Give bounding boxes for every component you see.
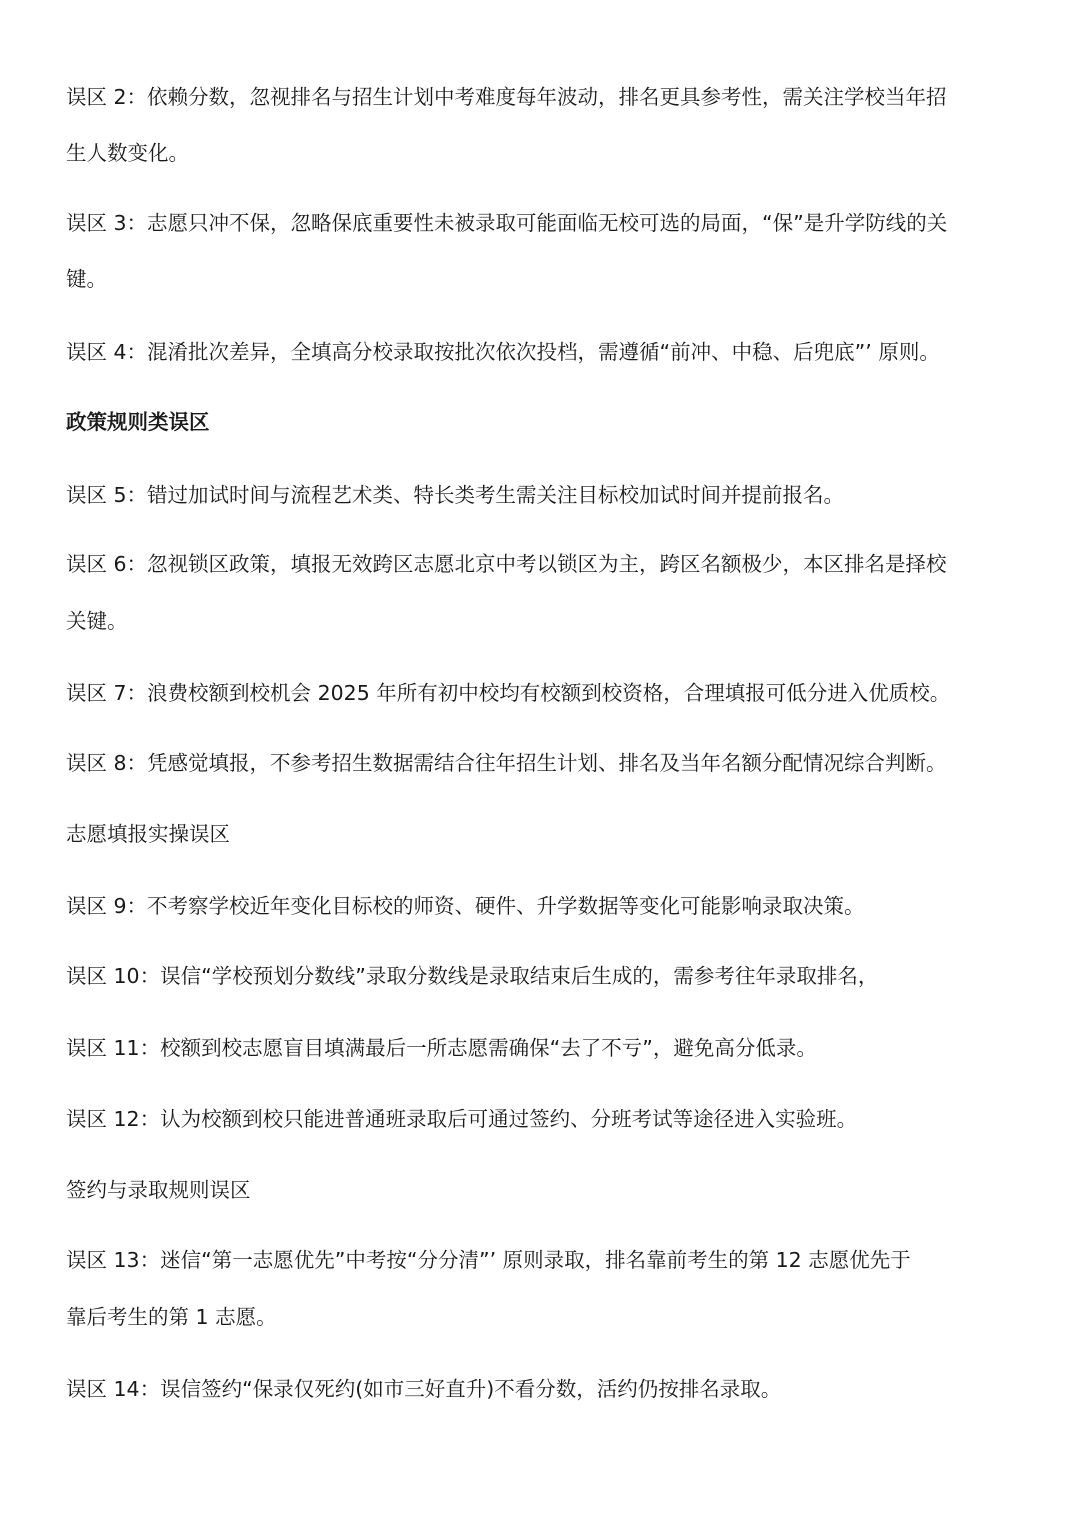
myth-14-line: 误区 14：误信签约“保录仅死约(如市三好直升)不看分数，活约仍按排名录取。: [66, 1377, 782, 1401]
myth-6-line-2: 关键。: [66, 609, 128, 633]
myth-8-line: 误区 8：凭感觉填报，不参考招生数据需结合往年招生计划、排名及当年名额分配情况综合判断。: [66, 751, 947, 775]
myth-2-line-2: 生人数变化。: [66, 141, 189, 165]
section-heading-signing: 签约与录取规则误区: [66, 1178, 251, 1202]
myth-3-line-1: 误区 3：志愿只冲不保，忽略保底重要性未被录取可能面临无校可选的局面，“保”是升学防线的关: [66, 211, 948, 235]
myth-12-line: 误区 12：认为校额到校只能进普通班录取后可通过签约、分班考试等途径进入实验班。: [66, 1107, 858, 1131]
section-heading-practice: 志愿填报实操误区: [66, 822, 230, 846]
myth-2-line-1: 误区 2：依赖分数，忽视排名与招生计划中考难度每年波动，排名更具参考性，需关注学校当年招: [66, 85, 947, 109]
myth-13-line-2: 靠后考生的第 1 志愿。: [66, 1305, 277, 1329]
myth-3-line-2: 键。: [66, 267, 107, 291]
section-heading-policy: 政策规则类误区: [66, 410, 210, 434]
myth-11-line: 误区 11：校额到校志愿盲目填满最后一所志愿需确保“去了不亏”，避免高分低录。: [66, 1036, 817, 1060]
myth-4-line: 误区 4：混淆批次差异，全填高分校录取按批次依次投档，需遵循“前冲、中稳、后兜底”’ 原则。: [66, 340, 940, 364]
myth-13-line-1: 误区 13：迷信“第一志愿优先”中考按“分分清”’ 原则录取，排名靠前考生的第 12 志愿优先于: [66, 1248, 911, 1272]
myth-7-line: 误区 7：浪费校额到校机会 2025 年所有初中校均有校额到校资格，合理填报可低分进入优质校。: [66, 681, 951, 705]
myth-6-line-1: 误区 6：忽视锁区政策，填报无效跨区志愿北京中考以锁区为主，跨区名额极少，本区排名是择校: [66, 552, 947, 576]
myth-10-line: 误区 10：误信“学校预划分数线”录取分数线是录取结束后生成的，需参考往年录取排名，: [66, 964, 879, 988]
myth-9-line: 误区 9：不考察学校近年变化目标校的师资、硬件、升学数据等变化可能影响录取决策。: [66, 894, 865, 918]
myth-5-line: 误区 5：错过加试时间与流程艺术类、特长类考生需关注目标校加试时间并提前报名。: [66, 483, 845, 507]
